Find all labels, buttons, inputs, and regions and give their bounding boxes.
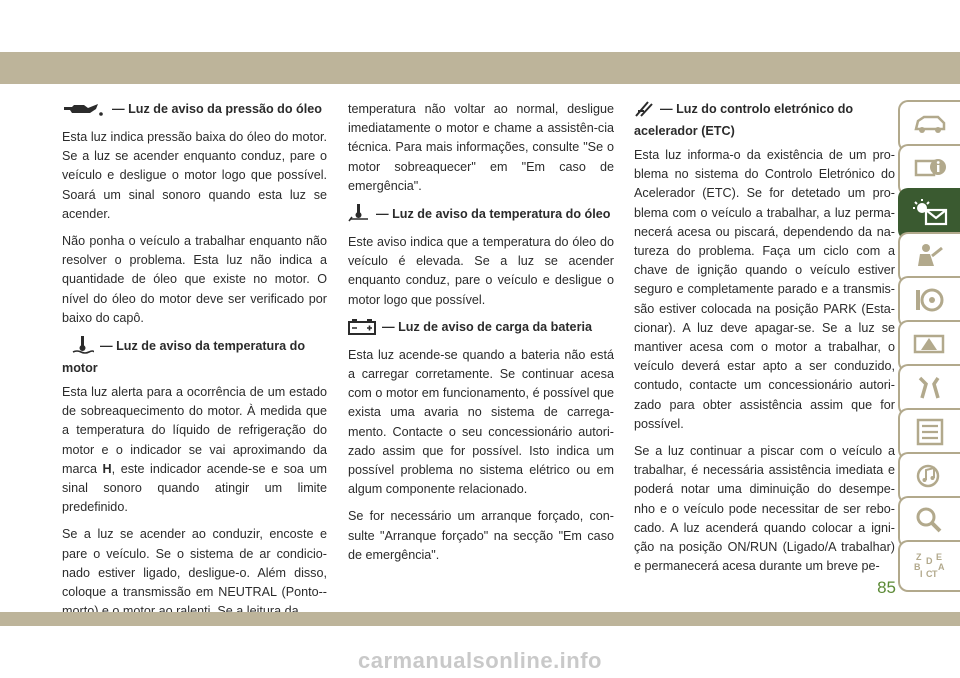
- column-1: [62, 100, 327, 629]
- svg-text:D: D: [926, 555, 933, 566]
- oil-pressure-text-2: Não ponha o veículo a trabalhar enquanto não resolver o problema. Esta luz não indica a quantidade de óleo que existe no motor. O nível do óleo do motor deve ser verificado por baixo do capô.: [62, 234, 327, 325]
- engine-temp-text-1: Esta luz alerta para a ocorrência de um estado de sobreaquecimento do motor. À medida que a temperatura do líquido de refrigeração do motor e o indicador se vai aproximando da marca H, este indicador acende-se e soa um sinal sonoro quando atingir um limite predefinido.: [62, 385, 327, 515]
- seat-person-icon: [912, 242, 948, 275]
- svg-text:B: B: [914, 561, 921, 572]
- svg-text:I: I: [920, 568, 923, 578]
- etc-text-1: Esta luz informa-o da existência de um pro-blema no sistema do Controlo Eletrónico do Acelerador (ETC). Se for detetado um pro-blema com o veículo a trabalhar, a luz perma-necerá acesa ou piscará, dependendo da na-tureza do problema. Faça um ciclo com a chave de ignição quando o veículo estiver seguro e completamente parado e a transmis-são estiver colocada na posição PARK (Esta-cionar). A luz deve apagar-se. Se a luz se mantiver acesa com o motor a trabalhar, o veículo deverá estar apto a ser conduzido, contudo, contacte um concessionário autori-zado para obter assistência assim que for possível.: [634, 148, 895, 431]
- car-icon: [912, 111, 948, 142]
- etc-text-2: Se a luz continuar a piscar com o veículo a trabalhar, é necessária assistência imediata e poderá notar uma diminuição do desempe-nho e o veículo pode necessitar de ser rebo-cado. A luz acenderá quando colocar a igni-ção na posição ON/RUN (Ligado/A trabalhar) e permanecerá acesa durante um breve pe-: [634, 444, 895, 574]
- battery-text-1: Esta luz acende-se quando a bateria não está a carregar corretamente. Se continuar acesa com o motor em funcionamento, é possível que exista uma avaria no sistema de carrega-mento. Contacte o seu concessionário autori-zado assim que for possível. Isto indica um possível problema no sistema elétrico ou em algum componente relacionado.: [348, 347, 614, 497]
- warning-lights-icon: [910, 198, 950, 231]
- top-band: [0, 52, 960, 84]
- svg-text:T: T: [932, 568, 938, 578]
- oil-temperature-icon: [348, 204, 370, 227]
- music-icon: [912, 462, 948, 495]
- battery-heading: — Luz de aviso de carga da bateria: [348, 318, 614, 340]
- hazard-icon: [912, 330, 948, 363]
- oil-can-icon: [62, 101, 106, 122]
- wrench-icon: [912, 374, 948, 407]
- battery-text-2: Se for necessário um arranque forçado, con-sulte "Arranque forçado" na secção "Em caso de emergência".: [348, 509, 614, 562]
- thermometer-icon: [72, 336, 94, 359]
- watermark: carmanualsonline.info: [358, 648, 602, 673]
- battery-icon: [348, 319, 376, 340]
- throttle-control-icon: [634, 101, 654, 122]
- steering-wheel-icon: [912, 286, 948, 319]
- svg-text:A: A: [938, 561, 945, 572]
- search-icon: [912, 506, 948, 539]
- column-3: [634, 100, 895, 584]
- engine-temp-continued: temperatura não voltar ao normal, desligue imediatamente o motor e chame a assistên-cia técnica. Para mais informações, consulte "Se o motor sobreaquecer" em "Em caso de emergência".: [348, 102, 614, 193]
- page-number: 85: [877, 578, 896, 597]
- svg-text:C: C: [926, 568, 933, 578]
- engine-temp-text-2: Se a luz se acender ao conduzir, encoste e pare o veículo. Se o sistema de ar condicio-nado estiver ligado, desligue-o. Além disso, coloque a transmissão em NEUTRAL (Ponto--: [62, 527, 327, 600]
- engine-temp-heading: — Luz de aviso da temperatura do motor: [62, 336, 327, 377]
- oil-temp-text: Este aviso indica que a temperatura do óleo do veículo é elevada. Se a luz se acender enquanto conduz, pare o veículo e desligue o motor logo que possível.: [348, 235, 614, 307]
- oil-pressure-heading: — Luz de aviso da pressão do óleo: [62, 100, 327, 122]
- checklist-icon: [912, 418, 948, 451]
- column-2: [348, 100, 614, 573]
- bottom-band: [0, 612, 960, 626]
- etc-heading: — Luz do controlo eletrónico do acelerador (ETC): [634, 102, 854, 138]
- index-icon: [912, 550, 948, 583]
- svg-text:Z: Z: [916, 551, 922, 562]
- svg-text:E: E: [936, 551, 943, 562]
- tab-index[interactable]: [898, 540, 960, 592]
- oil-pressure-text-1: Esta luz indica pressão baixa do óleo do motor. Se a luz se acender enquanto conduz, pare o veículo e desligue o motor logo que possível. Soará um sinal sonoro quando esta luz se acender.: [62, 130, 327, 221]
- oil-temp-heading: — Luz de aviso da temperatura do óleo: [348, 204, 614, 227]
- info-icon: [912, 155, 948, 186]
